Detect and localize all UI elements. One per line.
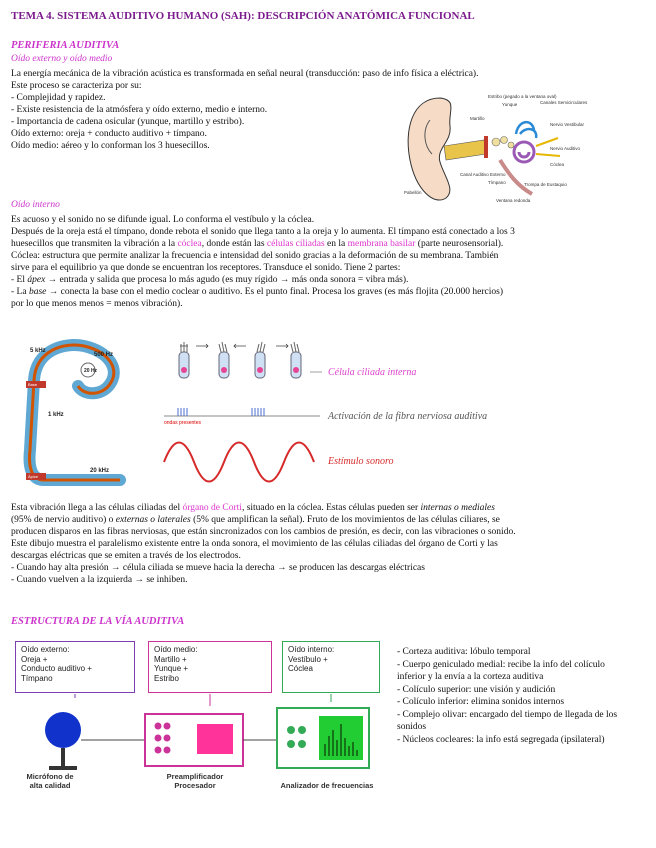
text-span: (parte neurosensorial). [415, 239, 504, 249]
ear-label: Nervio Auditivo [550, 146, 581, 151]
text-line: - Cuando hay alta presión → célula ciliada se mueve hacia la derecha → se producen las descargas eléctricas [11, 563, 425, 573]
term-organo-corti: órgano de Corti [182, 503, 242, 513]
list-item: - Núcleos cocleares: la info está segregada (ipsilateral) [397, 734, 605, 745]
freq-label: 5 kHz [30, 348, 46, 354]
list-item: - Complejo olivar: encargado del tiempo de llegada de los sonidos [397, 709, 618, 732]
box-line: Cóclea [288, 664, 313, 673]
box-line: Oído interno: [288, 645, 335, 654]
box-line: Martillo + [154, 654, 187, 664]
text-span: (5% que amplifican la señal). Fruto de los movimientos de las células ciliares, se [190, 515, 500, 525]
ear-label: Tímpano [488, 180, 506, 185]
term-internas: internas o mediales [420, 503, 495, 513]
preamplifier-icon [145, 714, 243, 766]
box-line: Estribo [154, 673, 179, 683]
text-line: producen disparos en las fibras nerviosas, que están sincronizados con los cambios de presión, es decir, con las vibraciones o sonido. [11, 527, 516, 537]
box-line: Yunque + [154, 664, 189, 673]
section3-text [11, 502, 645, 586]
subheading-oido-externo-medio: Oído externo y oído medio [11, 54, 113, 64]
label-estimulo-sonoro: Estímulo sonoro [328, 456, 394, 467]
label-activacion-fibra: Activación de la fibra nerviosa auditiva [328, 411, 488, 422]
box-oido-interno [282, 641, 380, 693]
text-span: huesecillos que transmiten la vibración a la [11, 239, 178, 249]
box-oido-externo [15, 641, 135, 693]
box-line: Conducto auditivo + [21, 664, 92, 673]
cochlea-spiral [514, 142, 534, 162]
ossicle-incus [501, 137, 508, 144]
hair-cell [291, 342, 301, 378]
section-heading-via-auditiva: ESTRUCTURA DE LA VÍA AUDITIVA [11, 616, 185, 627]
text-line: Este proceso se caracteriza por su: [11, 81, 142, 91]
page-title: TEMA 4. SISTEMA AUDITIVO HUMANO (SAH): DESCRIPCIÓN ANATÓMICA FUNCIONAL [11, 10, 475, 22]
label-celula-ciliada: Célula ciliada interna [328, 367, 417, 378]
ear-label: Cóclea [550, 162, 565, 167]
hair-cell [179, 342, 189, 378]
text-span: , situado en la cóclea. Estas células pueden ser [241, 503, 421, 513]
text-line: - Existe resistencia de la atmósfera y oído externo, medio e interno. [11, 105, 268, 115]
hair-cell [255, 342, 265, 378]
text-line [11, 274, 643, 286]
spike-train [178, 408, 264, 416]
box-line: Vestíbulo + [288, 654, 328, 664]
text-line [11, 502, 645, 514]
auditory-pathway-list [397, 646, 622, 746]
text-line [11, 514, 645, 526]
list-item: - Corteza auditiva: lóbulo temporal [397, 647, 531, 657]
cochlea-frequency-diagram [24, 340, 134, 488]
box-line: Oído medio: [154, 645, 198, 654]
text-line: descargas eléctricas que se emiten a través de los electrodos. [11, 551, 241, 561]
ear-label: Ventana redonda [496, 198, 531, 203]
eardrum [484, 136, 488, 158]
caption-line: Preamplificador [166, 772, 224, 781]
text-line: Oído medio: aéreo y lo conforman los 3 huesecillos. [11, 141, 210, 151]
list-item: - Colículo superior: une visión y audición [397, 684, 556, 695]
caption-line: alta calidad [29, 781, 71, 790]
caption-line: Procesador [174, 781, 216, 790]
list-item: - Cuerpo geniculado medial: recibe la info del colículo inferior y la envía a la corteza auditiva [397, 659, 605, 682]
ossicle-stapes [508, 142, 514, 148]
eustachian-tube [500, 160, 532, 194]
text-line: Cóclea: estructura que permite analizar la frecuencia e intensidad del sonido gracias a la deformación de su membrana. También [11, 251, 499, 261]
text-span: → conecta la base con el medio coclear o auditivo. Es el punto final. Procesa los graves (es más flojita (20.000 hercios) [46, 287, 504, 297]
box-line: Oreja + [21, 654, 48, 664]
section-heading-periferia: PERIFERIA AUDITIVA [11, 40, 120, 51]
ear-label: Canales Semicirculares [540, 100, 588, 105]
ear-label: Pabellón [404, 190, 422, 195]
ear-label: Nervio Vestibular [550, 122, 585, 127]
text-line: por lo que menos menos = menos vibración). [11, 299, 183, 309]
box-line: Tímpano [21, 673, 53, 683]
text-line: Es acuoso y el sonido no se difunde igual. Lo conforma el vestíbulo y la cóclea. [11, 215, 315, 225]
text-span: - La [11, 287, 29, 297]
list-item: - Colículo inferior: elimina sonidos internos [397, 697, 565, 707]
text-span: en la [324, 239, 348, 249]
text-span: (95% de nervio auditivo) o [11, 515, 116, 525]
tag-label: Ápice [28, 474, 39, 479]
tag-label: Base [28, 382, 38, 387]
caption-microfono [15, 772, 85, 790]
term-externas: externas o laterales [115, 515, 191, 525]
term-base: base [28, 287, 47, 297]
ear-label: Martillo [470, 116, 485, 121]
freq-label: 1 kHz [48, 412, 64, 418]
section2-text [11, 214, 643, 310]
term-coclea: cóclea [177, 239, 202, 249]
box-oido-medio [148, 641, 272, 693]
text-line: Después de la oreja está el tímpano, donde rebota el sonido que llega tanto a la oreja y lo aumenta. El tímpano está conectado a los 3 [11, 227, 515, 237]
freq-label: 500 Hz [94, 352, 114, 358]
frequency-analyzer-icon [277, 708, 369, 768]
hair-cells [179, 342, 301, 378]
text-span: - El [11, 275, 28, 285]
term-membrana-basilar: membrana basilar [347, 239, 416, 249]
tag-ondas: ondas presentes [164, 420, 201, 426]
semicircular-canals [516, 122, 536, 138]
cochlea-duct [30, 345, 120, 480]
microphone-icon [45, 712, 81, 770]
text-span: → entrada y salida que procesa lo más agudo (es muy rígido → más onda sonora = vibra más). [45, 275, 409, 285]
text-span: , donde están las [201, 239, 267, 249]
ossicle-malleus [492, 138, 500, 146]
text-line [11, 238, 643, 250]
ear-label: Trompa de Eustaquio [524, 182, 567, 187]
direction-arrows [196, 344, 288, 348]
caption-line: Micrófono de [26, 772, 74, 781]
text-line: Oído externo: oreja + conducto auditivo + tímpano. [11, 129, 207, 139]
text-line: sirve para el equilibrio ya que donde se encuentran los receptores. Transduce el sonido. Tiene 2 partes: [11, 263, 401, 273]
caption-analizador: Analizador de frecuencias [280, 781, 374, 790]
term-apex: ápex [27, 275, 46, 285]
box-line: Oído externo: [21, 645, 70, 654]
caption-preamplificador [150, 772, 240, 790]
sound-wave [164, 443, 314, 482]
text-line: - Complejidad y rapidez. [11, 93, 106, 103]
text-span: Esta vibración llega a las células ciliadas del [11, 503, 183, 513]
freq-label: 20 kHz [90, 468, 110, 474]
term-celulas-ciliadas: células ciliadas [266, 239, 325, 249]
ear-label: Canal Auditivo Externo [460, 172, 506, 177]
text-line: Este dibujo muestra el paralelismo existente entre la onda sonora, el movimiento de las células ciliadas del órgano de Corti y las [11, 539, 498, 549]
audio-pipeline-diagram [15, 694, 385, 774]
ear-label: Yunque [502, 102, 518, 107]
ear-label: Estribo (pegado a la ventana oval) [488, 94, 557, 99]
hair-cell-activation-figure [150, 340, 488, 490]
ear-anatomy-diagram [400, 90, 588, 208]
hair-cell [219, 342, 229, 378]
text-line: - Cuando vuelven a la izquierda → se inhiben. [11, 575, 188, 585]
text-line: - Importancia de cadena osicular (yunque, martillo y estribo). [11, 117, 245, 127]
text-line: La energía mecánica de la vibración acústica es transformada en señal neural (transducción: paso de info física a eléctrica). [11, 69, 479, 79]
freq-label: 20 Hz [84, 368, 98, 374]
subheading-oido-interno: Oído interno [11, 200, 60, 210]
ear-canal [444, 140, 486, 160]
text-line [11, 286, 643, 298]
